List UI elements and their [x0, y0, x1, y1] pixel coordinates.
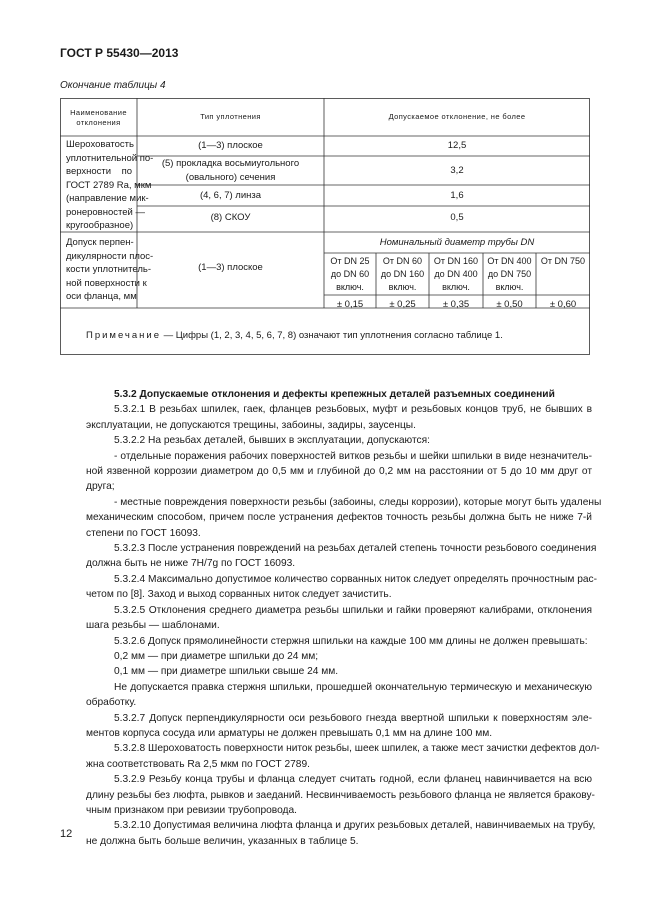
paragraph-5-3-2-10: 5.3.2.10 Допустимая величина люфта фланца и других резьбовых деталей, навинчиваемых на трубу, не должна быть больше величин, указанных в таблице 5.: [86, 820, 596, 847]
perp-value-4: ± 0,50: [496, 299, 523, 310]
seal-type-skou: (8) СКОУ: [210, 212, 251, 223]
roughness-value-gasket: 3,2: [450, 165, 464, 176]
perp-value-3: ± 0,35: [442, 299, 470, 310]
paragraph-5-3-2-9: 5.3.2.9 Резьбу конца трубы и фланца следует считать годной, если фланец навинчивается на всю длину резьбы без люфта, рывков и заеданий. Несвинчиваемость резьбового фланца не является бракову- чным признаком при ревизии трубопровода.: [86, 774, 595, 816]
paragraph-5-3-2-4: 5.3.2.4 Максимально допустимое количество сорванных ниток следует определять прочностным рас- четом по [8]. Заход и выход сорванных ниток следует зачистить.: [86, 573, 598, 601]
paragraph-5-3-2-5: 5.3.2.5 Отклонения среднего диаметра резьбы шпильки и гайки проверяют калибрами, отклонения шага резьбы — шаблонами.: [86, 604, 592, 632]
table-grid: [60, 98, 590, 355]
note-label: Примечание: [86, 330, 161, 341]
paragraph-5-3-2-6: 5.3.2.6 Допуск прямолинейности стержня шпильки на каждые 100 мм длины не должен превышать:: [114, 635, 588, 647]
document-id: ГОСТ Р 55430—2013: [60, 46, 179, 60]
dn-header: Номинальный диаметр трубы DN: [379, 237, 535, 248]
table-note: [86, 330, 503, 341]
seal-type-flat-perp: (1—3) плоское: [198, 262, 263, 273]
dn-range-1: От DN 25 до DN 60 включ.: [330, 256, 370, 292]
page-number: 12: [60, 828, 73, 840]
header-seal-type: Тип уплотнения: [200, 112, 261, 121]
table-caption: Окончание таблицы 4: [60, 80, 166, 91]
header-deviation-name: Наименование отклонения: [70, 108, 127, 127]
paragraph-5-3-2-8: 5.3.2.8 Шероховатость поверхности ниток резьбы, шеек шпилек, а также мест зачистки дефектов дол- жна соответствовать Ra 2,5 мкм по ГОСТ 2789.: [86, 743, 600, 770]
roughness-name: Шероховатость уплотнительной по- верхности по ГОСТ 2789 Ra, мкм (направление мик- ронеровностей — кругообразное): [66, 139, 154, 231]
dn-range-4: От DN 400 до DN 750 включ.: [487, 256, 532, 292]
section-body: [86, 387, 602, 849]
header-allowed-deviation: Допускаемое отклонение, не более: [388, 112, 526, 121]
dn-range-5: От DN 750: [540, 256, 586, 266]
dn-range-2: От DN 60 до DN 160 включ.: [380, 256, 425, 292]
deviation-table: [60, 98, 590, 355]
perpendicularity-name: Допуск перпен- дикулярности плос- кости уплотнитель- ной поверхности к оси фланца, мм: [66, 237, 154, 302]
paragraph-5-3-2-1: 5.3.2.1 В резьбах шпилек, гаек, фланцев резьбовых, муфт и резьбовых концов труб, не бывших в эксплуатации, не допускаются трещины, забоины, задиры, заусенцы.: [86, 404, 592, 431]
roughness-value-skou: 0,5: [450, 212, 464, 223]
seal-type-flat: (1—3) плоское: [198, 140, 263, 151]
perp-value-2: ± 0,25: [389, 299, 416, 310]
paragraph-tolerance-2: 0,1 мм — при диаметре шпильки свыше 24 мм.: [114, 666, 339, 678]
seal-type-lens: (4, 6, 7) линза: [199, 190, 262, 201]
roughness-value-lens: 1,6: [450, 190, 464, 201]
paragraph-tolerance-1: 0,2 мм — при диаметре шпильки до 24 мм;: [114, 650, 319, 662]
paragraph-5-3-2-2: 5.3.2.2 На резьбах деталей, бывших в эксплуатации, допускаются:: [114, 435, 430, 447]
paragraph-5-3-2-7: 5.3.2.7 Допуск перпендикулярности оси резьбового гнезда ввертной шпильки к поверхностям эле- ментов корпуса сосуда или арматуры не должен превышать 0,1 мм на длине 100 мм.: [86, 712, 592, 739]
note-text: — Цифры (1, 2, 3, 4, 5, 6, 7, 8) означают тип уплотнения согласно таблице 1.: [163, 330, 503, 341]
dn-range-3: От DN 160 до DN 400 включ.: [433, 256, 479, 292]
section-title: 5.3.2 Допускаемые отклонения и дефекты крепежных деталей разъемных соединений: [114, 389, 555, 400]
paragraph-5-3-2-3: 5.3.2.3 После устранения повреждений на резьбах деталей степень точности резьбового соединения должна быть не ниже 7H/7g по ГОСТ 16093.: [86, 543, 597, 570]
paragraph-straightening: Не допускается правка стержня шпильки, прошедшей окончательную термическую и механическую обработку.: [86, 681, 592, 709]
paragraph-damage: - местные повреждения поверхности резьбы (забоины, следы коррозии), которые могут быть удалены механическим способом, причем после устранения дефектов точность резьбы должна быть не ниже 7-й степени по ГОСТ 16093.: [86, 496, 602, 539]
paragraph-corrosion: - отдельные поражения рабочих поверхностей витков резьбы и шейки шпильки в виде незначитель- ной язвенной коррозии диаметром до 0,5 мм и глубиной до 0,2 мм на расстоянии от 5 до 10 мм друг от друга;: [86, 450, 592, 493]
seal-type-gasket: (5) прокладка восьмиугольного (овального) сечения: [161, 158, 300, 183]
perp-value-5: ± 0,60: [549, 299, 577, 310]
perp-value-1: ± 0,15: [336, 299, 364, 310]
roughness-value-flat: 12,5: [447, 140, 467, 151]
